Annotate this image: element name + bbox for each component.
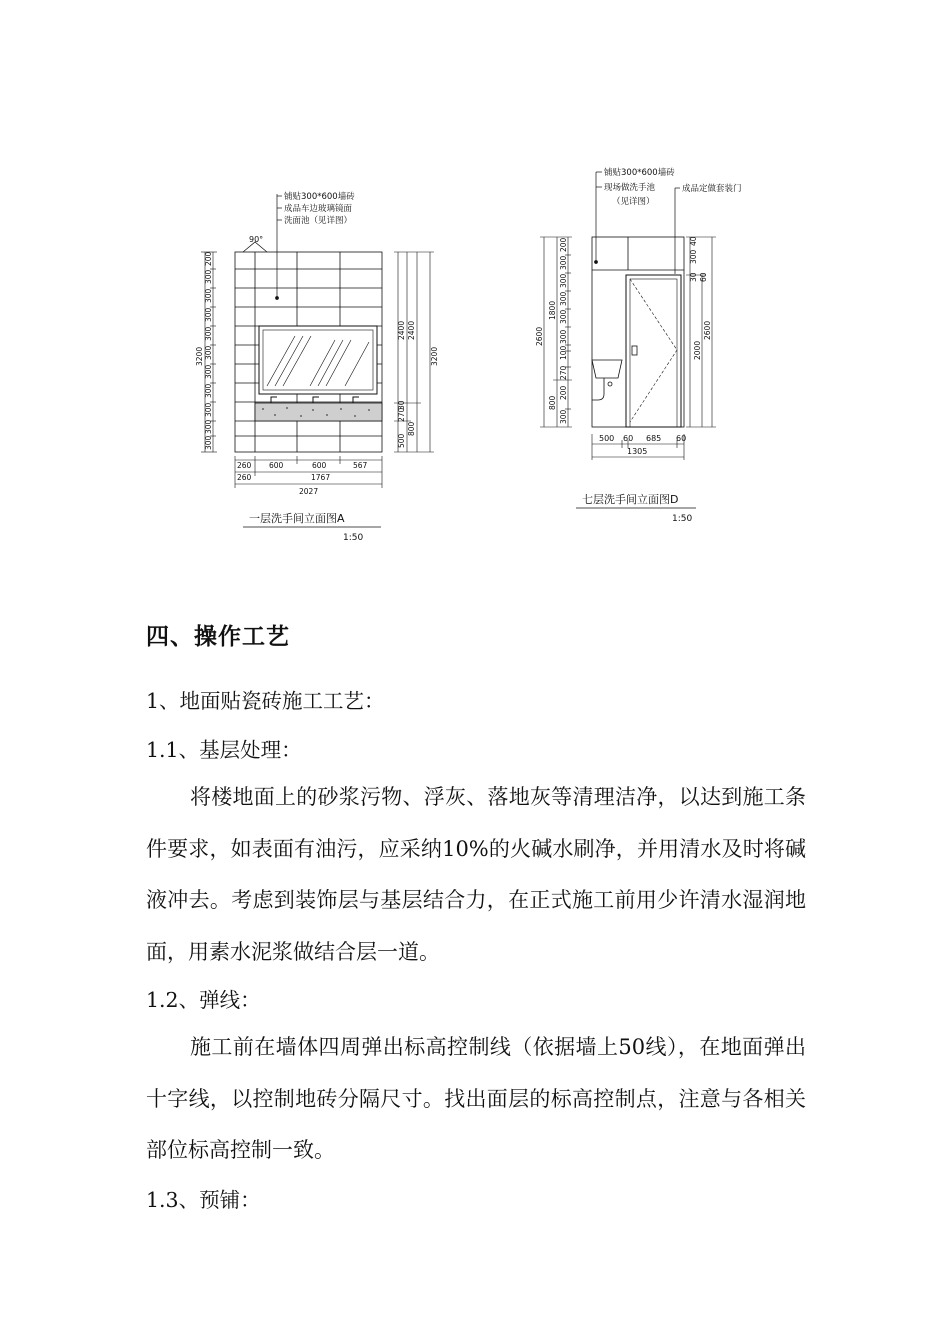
- callout-d-3: （见详图）: [612, 197, 655, 207]
- drawing-title-d: 七层洗手间立面图D: [582, 493, 679, 506]
- callout-leader-a: [276, 194, 283, 300]
- left-total-d-3: 800: [548, 395, 557, 410]
- right-dim-d-6: 2600: [703, 320, 712, 340]
- bottom-dim-a-4: 567: [353, 461, 368, 470]
- door-d: [626, 275, 681, 427]
- drawing-scale-d: 1:50: [672, 514, 693, 524]
- bottom-dim-a-1: 260: [237, 461, 252, 470]
- left-dim-a-3: 300: [204, 288, 213, 303]
- elevation-a-svg: [185, 180, 445, 550]
- bottom-dim-a-6: 1767: [311, 473, 331, 482]
- bottom-total-d: 1305: [627, 447, 648, 456]
- left-dim-a-8: 300: [204, 383, 213, 398]
- left-dim-d-8: 270: [559, 365, 568, 380]
- bottom-dim-d-4: 60: [676, 434, 687, 443]
- left-dim-a-10: 300: [204, 419, 213, 434]
- left-dim-d-5: 300: [559, 309, 568, 324]
- callout-d-1: 铺贴300*600墙砖: [604, 168, 675, 178]
- callout-a-3: 洗面池（见详图）: [284, 216, 353, 226]
- right-dim-a-4: 30: [397, 400, 406, 410]
- paragraph-1-1: 将楼地面上的砂浆污物、浮灰、落地灰等清理洁净，以达到施工条件要求，如表面有油污，应采纳10%的火碱水刷净，并用清水及时将碱液冲去。考虑到装饰层与基层结合力，在正式施工前用少许清水湿润地面，用素水泥浆做结合层一道。: [146, 785, 806, 964]
- left-dim-a-11: 300: [204, 435, 213, 450]
- item-1-heading: 1、地面贴瓷砖施工工艺：: [146, 689, 385, 713]
- left-dim-d-6: 300: [559, 329, 568, 344]
- bottom-dim-a-2: 600: [269, 461, 284, 470]
- wash-basin-d: [592, 360, 622, 400]
- mirror-a: [259, 326, 377, 394]
- right-dim-a-3: 3200: [430, 346, 439, 366]
- item-1-2-heading: 1.2、弹线：: [146, 988, 261, 1012]
- left-dim-a-5: 300: [204, 326, 213, 341]
- callout-a-2: 成品车边玻璃镜面: [284, 204, 353, 214]
- bottom-dim-d-1: 500: [599, 434, 615, 443]
- bottom-dim-d-2: 60: [623, 434, 634, 443]
- item-1-1-heading: 1.1、基层处理：: [146, 738, 302, 762]
- right-dim-a-5: 270: [397, 407, 406, 422]
- left-dim-a-7: 300: [204, 364, 213, 379]
- right-dim-d-3: 60: [699, 272, 708, 282]
- elevation-drawing-a: [185, 180, 445, 550]
- right-dim-d-5: 2000: [693, 340, 702, 360]
- callout-a-1: 铺贴300*600墙砖: [284, 192, 355, 202]
- left-dim-d-7: 100: [559, 345, 568, 360]
- item-1-3-heading: 1.3、预铺：: [146, 1188, 261, 1212]
- right-dim-d-2: 300: [689, 249, 698, 264]
- left-dim-d-1: 200: [559, 237, 568, 252]
- bottom-total-a: 2027: [299, 487, 319, 496]
- left-dim-a-4: 300: [204, 307, 213, 322]
- callout-d-2: 现场做洗手池: [604, 183, 656, 193]
- elevation-drawing-d: [530, 160, 750, 530]
- right-dim-a-7: 800: [407, 421, 416, 436]
- left-total-d-2: 1800: [548, 300, 557, 320]
- drawing-title-a: 一层洗手间立面图A: [249, 512, 345, 525]
- right-dim-d-4: 30: [689, 272, 698, 282]
- left-dim-d-3: 300: [559, 273, 568, 288]
- elevation-d-svg: [530, 160, 750, 530]
- left-dim-d-2: 300: [559, 255, 568, 270]
- right-dim-a-6: 500: [397, 433, 406, 448]
- callout-d-4: 成品定做套装门: [682, 184, 742, 194]
- bottom-dim-a-5: 260: [237, 473, 252, 482]
- left-dim-a-9: 300: [204, 402, 213, 417]
- left-total-d-1: 2600: [535, 326, 544, 346]
- left-dim-a-2: 300: [204, 269, 213, 284]
- left-total-a: 3200: [195, 346, 204, 366]
- section-heading: 四、操作工艺: [146, 624, 290, 650]
- right-dim-a-2: 2400: [407, 320, 416, 340]
- drawing-scale-a: 1:50: [343, 533, 364, 543]
- vanity-counter-a: [255, 403, 382, 421]
- left-dim-d-9: 200: [559, 385, 568, 400]
- paragraph-1-2: 施工前在墙体四周弹出标高控制线（依据墙上50线），在地面弹出十字线，以控制地砖分隔尺寸。找出面层的标高控制点，注意与各相关部位标高控制一致。: [146, 1035, 806, 1162]
- left-dim-d-4: 300: [559, 291, 568, 306]
- bottom-dim-d-3: 685: [646, 434, 662, 443]
- right-dim-a-1: 2400: [397, 320, 406, 340]
- angle-label-a: 90°: [249, 235, 264, 244]
- bottom-dim-a-3: 600: [312, 461, 327, 470]
- right-dim-d-1: 40: [689, 236, 698, 246]
- left-dim-a-6: 300: [204, 345, 213, 360]
- left-dim-a-1: 200: [204, 251, 213, 266]
- left-dim-d-10: 300: [559, 409, 568, 424]
